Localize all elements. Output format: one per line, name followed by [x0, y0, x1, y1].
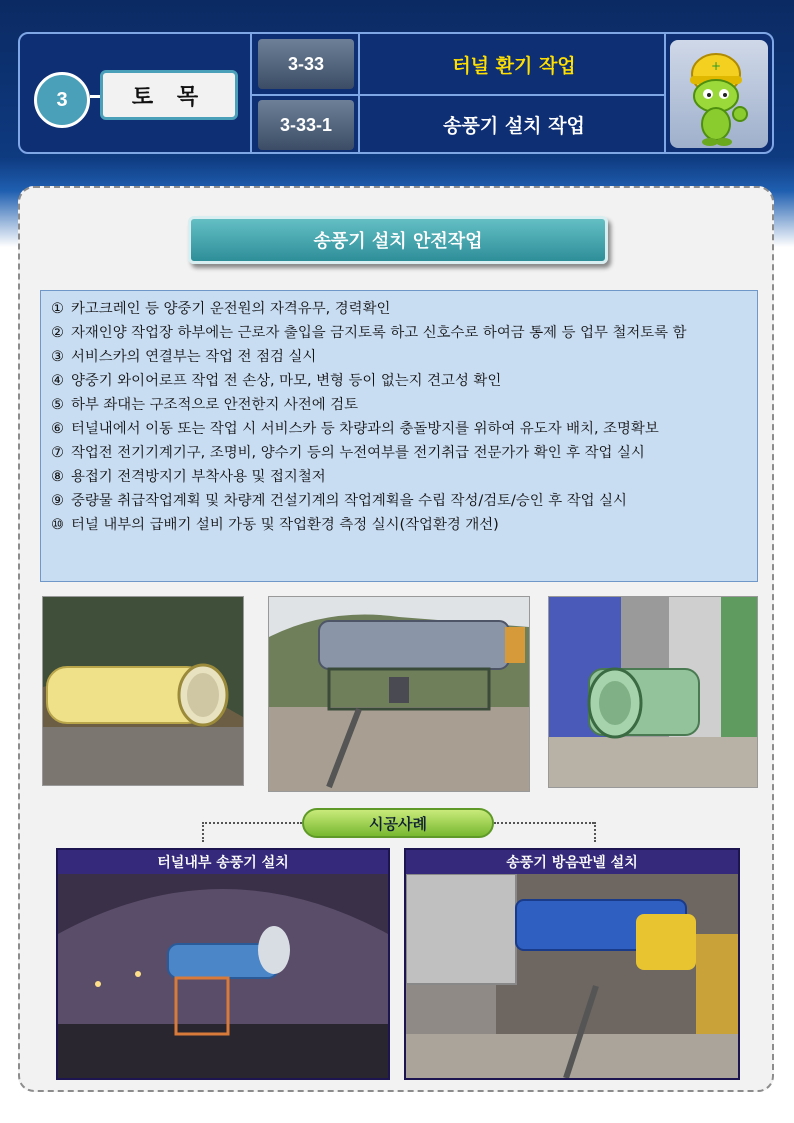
mascot-icon [670, 40, 768, 148]
connector-line [202, 822, 204, 842]
list-item: ② 자재인양 작업장 하부에는 근로자 출입을 금지토록 하고 신호수로 하여금 통제 등 업무 철저토록 함 [51, 325, 687, 341]
case-left-photo [58, 874, 388, 1078]
title-sub: 송풍기 설치 작업 [443, 114, 585, 137]
content-card [18, 186, 774, 1092]
list-item: ⑧ 용접기 전격방지기 부착사용 및 접지철저 [51, 469, 326, 485]
content-title: 송풍기 설치 안전작업 [188, 216, 608, 264]
header-bar [18, 32, 774, 154]
header-divider [664, 34, 666, 152]
list-item: ⑤ 하부 좌대는 구조적으로 안전한지 사전에 검토 [51, 397, 358, 413]
connector-line [202, 822, 302, 824]
photo-blower-on-platform [268, 596, 530, 792]
case-left-caption: 터널내부 송풍기 설치 [157, 855, 289, 871]
list-item: ① 카고크레인 등 양중기 운전원의 자격유무, 경력확인 [51, 301, 391, 317]
connector-line [494, 822, 594, 824]
photo-yellow-blower [42, 596, 244, 786]
examples-label: 시공사례 [302, 808, 494, 838]
case-right-caption: 송풍기 방음판넬 설치 [506, 855, 638, 871]
code-sub: 3-33-1 [258, 100, 354, 150]
case-right-photo [406, 874, 738, 1078]
mascot-image [670, 40, 768, 148]
section-number-badge: 3 [34, 72, 90, 128]
list-item: ④ 양중기 와이어로프 작업 전 손상, 마모, 변형 등이 없는지 견고성 확인 [51, 373, 502, 389]
case-left [56, 848, 390, 1080]
list-item: ⑦ 작업전 전기기계기구, 조명비, 양수기 등의 누전여부를 전기취급 전문가가 확인 후 작업 실시 [51, 445, 645, 461]
case-right [404, 848, 740, 1080]
list-item: ⑥ 터널내에서 이동 또는 작업 시 서비스카 등 차량과의 충돌방지를 위하여 유도자 배치, 조명확보 [51, 421, 659, 437]
photo-green-blower [548, 596, 758, 788]
category-label: 토 목 [100, 70, 238, 120]
list-item: ⑨ 중량물 취급작업계획 및 차량계 건설기계의 작업계획을 수립 작성/검토/승인 후 작업 실시 [51, 493, 627, 509]
code-main: 3-33 [258, 39, 354, 89]
title-main: 터널 환기 작업 [452, 54, 576, 77]
list-item: ⑩ 터널 내부의 급배기 설비 가동 및 작업환경 측정 실시(작업환경 개선) [51, 517, 499, 533]
connector-line [594, 822, 596, 842]
safety-checklist [40, 290, 758, 582]
header-divider [358, 34, 360, 152]
header-divider [250, 34, 252, 152]
svg-text:+: + [710, 59, 722, 73]
list-item: ③ 서비스카의 연결부는 작업 전 점검 실시 [51, 349, 317, 365]
